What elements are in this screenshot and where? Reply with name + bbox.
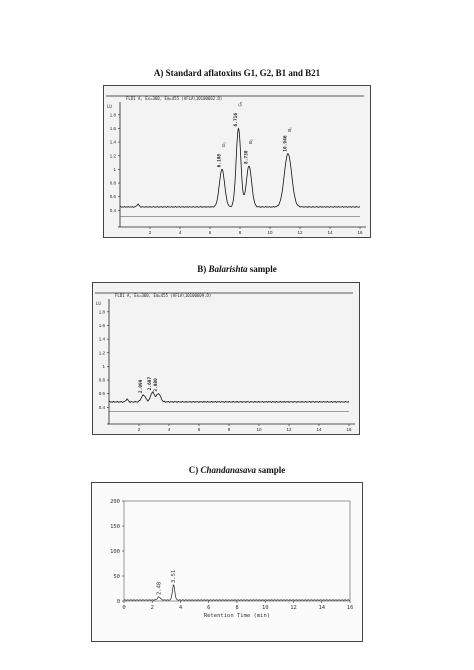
x-tick-label: 12	[290, 605, 297, 611]
peak-name-label: B₂	[248, 139, 253, 144]
x-tick-label: 14	[318, 605, 326, 611]
x-tick-label: 16	[346, 427, 352, 432]
x-tick-label: 10	[267, 230, 273, 235]
y-tick-label: 0.6	[98, 391, 105, 397]
chromatogram-trace	[109, 392, 349, 403]
x-axis-label: Retention Time (min)	[203, 613, 271, 619]
x-tick-label: 12	[297, 230, 303, 235]
peak-retention-label: 6.716	[234, 112, 239, 127]
x-tick-label: 10	[256, 427, 262, 432]
y-tick-label: 200	[110, 499, 120, 505]
peak-retention-label: 8.730	[244, 150, 250, 164]
y-tick-label: 0	[116, 599, 120, 605]
y-tick-label: 1.6	[109, 125, 116, 131]
peak-retention-label: 3.080	[154, 378, 159, 392]
chromatogram-frame-c	[91, 482, 363, 642]
y-tick-label: 1.8	[109, 112, 116, 118]
x-tick-label: 16	[357, 230, 363, 235]
panel-c-title: C) Chandanasava sample	[188, 465, 286, 475]
x-tick-label: 12	[286, 427, 292, 432]
peak-retention-label: 10.946	[283, 135, 289, 152]
panel-b-title: B) Balarishta sample	[197, 264, 277, 274]
x-tick-label: 2	[148, 230, 152, 235]
y-tick-label: 1.8	[98, 309, 105, 315]
x-tick-label: 8	[235, 605, 239, 611]
panel-a-title: A) Standard aflatoxins G1, G2, B1 and B21	[153, 68, 321, 78]
peak-name-label: G₂	[221, 142, 226, 148]
chromatogram-frame-a	[103, 85, 371, 238]
y-tick-label: 0.8	[109, 180, 116, 186]
peak-name-label: G₁	[237, 101, 243, 107]
peak-retention-label: 2.099	[139, 379, 144, 394]
x-tick-label: 8	[238, 230, 242, 235]
y-tick-label: 1	[113, 166, 116, 172]
x-tick-label: 2	[150, 605, 154, 611]
peak-retention-label: 6.108	[217, 153, 223, 168]
y-axis-unit: LU	[107, 104, 112, 109]
x-tick-label: 8	[227, 427, 231, 432]
y-tick-label: 1.2	[98, 350, 105, 356]
y-tick-label: 50	[113, 574, 120, 580]
y-tick-label: 1.4	[98, 336, 105, 342]
y-tick-label: 1.6	[98, 322, 105, 328]
y-tick-label: 1.4	[109, 139, 116, 145]
y-tick-label: 1.2	[109, 153, 116, 159]
y-tick-label: 0.4	[109, 207, 116, 213]
x-tick-label: 14	[327, 230, 333, 235]
y-axis-unit: LU	[96, 301, 101, 306]
chromatogram-a	[104, 86, 370, 237]
x-tick-label: 6	[197, 427, 201, 432]
y-tick-label: 150	[110, 524, 120, 530]
peak-name-label: B₁	[287, 127, 292, 132]
peak-retention-label: 2.48	[156, 581, 163, 595]
y-tick-label: 0.6	[109, 194, 116, 200]
chromatogram-c	[92, 483, 362, 641]
y-tick-label: 0.4	[98, 404, 105, 410]
x-tick-label: 4	[167, 427, 171, 432]
x-tick-label: 16	[346, 605, 354, 611]
x-tick-label: 2	[137, 427, 141, 432]
x-tick-label: 14	[316, 427, 322, 432]
chromatogram-trace	[120, 129, 360, 208]
x-tick-label: 4	[178, 230, 182, 235]
x-tick-label: 4	[178, 605, 183, 611]
signal-header: FLD1 A, Ex=360, Em=455 (AFLA\10100602.D)	[126, 96, 223, 101]
signal-header: FLD1 A, Ex=360, Em=455 (AFLA\10100609.D)	[115, 293, 212, 298]
y-tick-label: 100	[110, 549, 120, 555]
chromatogram-b	[93, 283, 359, 434]
x-tick-label: 6	[208, 230, 212, 235]
peak-retention-label: 2.697	[148, 376, 153, 391]
y-tick-label: 1	[102, 363, 105, 369]
x-tick-label: 6	[207, 605, 211, 611]
chromatogram-frame-b	[92, 282, 360, 435]
x-tick-label: 0	[122, 605, 126, 611]
y-tick-label: 0.8	[98, 377, 105, 383]
x-tick-label: 10	[261, 605, 269, 611]
peak-retention-label: 3.51	[171, 569, 178, 583]
